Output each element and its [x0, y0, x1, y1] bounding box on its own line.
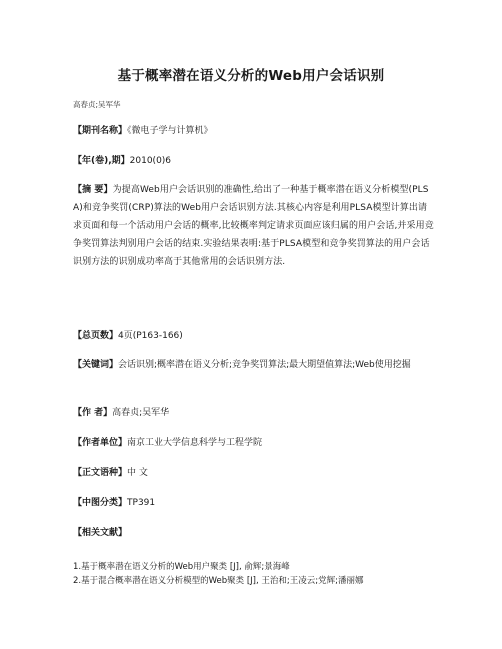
- journal-value: 《微电子学与计算机》: [127, 126, 213, 136]
- related-item[interactable]: 1.基于概率潜在语义分析的Web用户聚类 [J], 俞辉;景海峰: [73, 562, 290, 572]
- related-item[interactable]: 2.基于混合概率潜在语义分析模型的Web聚类 [J], 王治和;王凌云;党辉;潘丽娜: [73, 576, 364, 586]
- pages-value: 4页(P163-166): [118, 331, 183, 341]
- related-label: 【相关文献】: [73, 528, 128, 538]
- language-label: 【正文语种】: [73, 468, 128, 478]
- related-list: [73, 560, 435, 588]
- clc-label: 【中图分类】: [73, 498, 128, 508]
- journal-label: 【期刊名称】: [73, 126, 128, 136]
- abstract-label: 【摘 要】: [73, 185, 113, 195]
- document-title: 基于概率潜在语义分析的Web用户会话识别: [117, 68, 385, 84]
- year-issue-value: 2010(0)6: [129, 156, 172, 166]
- keywords-field: [73, 356, 435, 374]
- keywords-value: 会话识别;概率潜在语义分析;竞争奖罚算法;最大期望值算法;Web使用挖掘: [118, 360, 411, 370]
- authors-label: 【作 者】: [73, 408, 113, 418]
- language-value: 中 文: [127, 468, 148, 478]
- pages-field: [73, 327, 435, 345]
- year-issue-field: [73, 152, 435, 170]
- authors-field: [73, 404, 435, 422]
- affiliation-value: 南京工业大学信息科学与工程学院: [127, 438, 263, 448]
- abstract-field: [73, 181, 435, 271]
- author-line: 高春贞;吴军华: [73, 100, 121, 109]
- related-heading: [73, 524, 435, 542]
- clc-value: TP391: [127, 498, 156, 508]
- journal-field: [73, 122, 435, 140]
- language-field: [73, 464, 435, 482]
- pages-label: 【总页数】: [73, 331, 119, 341]
- affiliation-field: [73, 434, 435, 452]
- abstract-value: 为提高Web用户会话识别的准确性,给出了一种基于概率潜在语义分析模型(PLSA)和竞争奖罚(CRP)算法的Web用户会话识别方法.其核心内容是利用PLSA模型计算出请求页面和每一个活动用户会话的概率,比较概率判定请求页面应该归属的用户会话,并采用竞争奖罚算法判别用户会话的结束.实验结果表明:基于PLSA模型和竞争奖罚算法的用户会话识别方法的识别成功率高于其他常用的会话识别方法.: [73, 185, 434, 267]
- affiliation-label: 【作者单位】: [73, 438, 128, 448]
- keywords-label: 【关键词】: [73, 360, 119, 370]
- year-issue-label: 【年(卷),期】: [73, 156, 130, 166]
- authors-value: 高春贞;吴军华: [112, 408, 170, 418]
- clc-field: [73, 494, 435, 512]
